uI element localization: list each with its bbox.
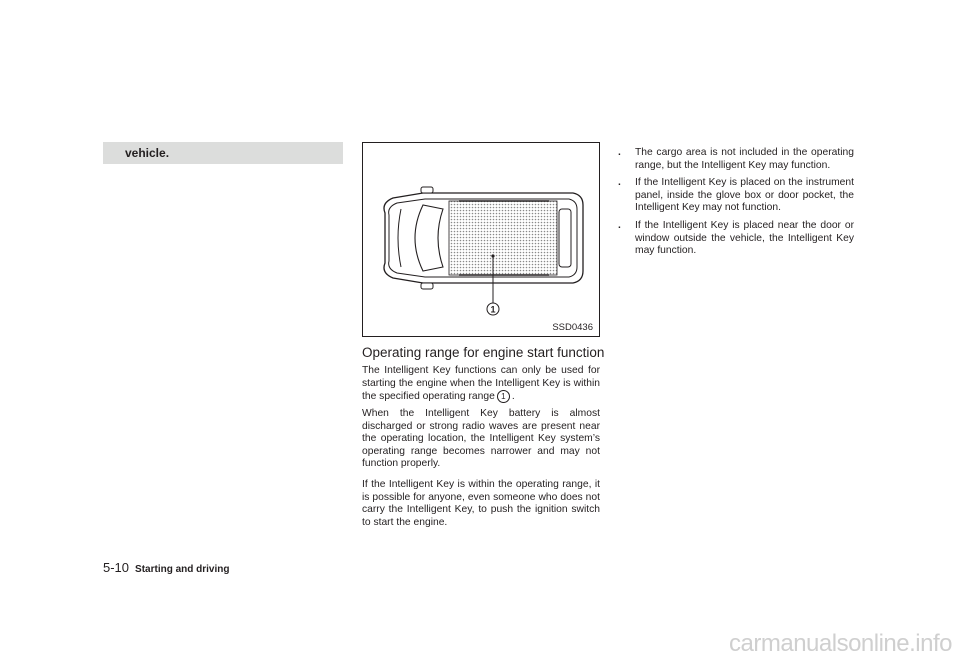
- vehicle-top-view-illustration: [363, 143, 599, 336]
- paragraph-1: [362, 365, 600, 404]
- list-item: [618, 220, 854, 258]
- bullet-list: [618, 147, 854, 263]
- warning-box: [103, 142, 343, 164]
- bullet-marker: .: [618, 219, 621, 231]
- bullet-marker: .: [618, 147, 621, 158]
- callout-number: 1: [490, 304, 496, 315]
- operating-range-figure: [362, 142, 600, 337]
- bullet-text: If the Intelligent Key is placed near the door or window outside the vehicle, the Intelligent Key may function.: [635, 219, 854, 257]
- section-title: Operating range for engine start function: [362, 345, 605, 360]
- callout-reference: 1: [497, 390, 510, 403]
- page-footer: [103, 560, 229, 575]
- bullet-marker: .: [618, 177, 621, 189]
- paragraph-1-text: The Intelligent Key functions can only be used for starting the engine when the Intelligent Key is within the specified operating range: [362, 365, 600, 403]
- warning-text: vehicle.: [125, 146, 170, 160]
- watermark: carmanualsonline.info: [729, 630, 952, 657]
- figure-code: SSD0436: [552, 322, 593, 333]
- list-item: [618, 177, 854, 215]
- paragraph-1-end: .: [511, 391, 515, 403]
- chapter-title: Starting and driving: [135, 564, 230, 575]
- bullet-text: The cargo area is not included in the operating range, but the Intelligent Key may function.: [635, 147, 854, 171]
- list-item: [618, 147, 854, 172]
- bullet-text: If the Intelligent Key is placed on the instrument panel, inside the glove box or door pocket, the Intelligent Key may not function.: [635, 177, 854, 214]
- paragraph-3: If the Intelligent Key is within the operating range, it is possible for anyone, even someone who does not carry the Intelligent Key, to push the ignition switch to start the engine.: [362, 479, 600, 528]
- page-number: 5-10: [103, 560, 130, 575]
- paragraph-2: When the Intelligent Key battery is almost discharged or strong radio waves are present near the operating location, the Intelligent Key system’s operating range becomes narrower and may not function properly.: [362, 408, 600, 470]
